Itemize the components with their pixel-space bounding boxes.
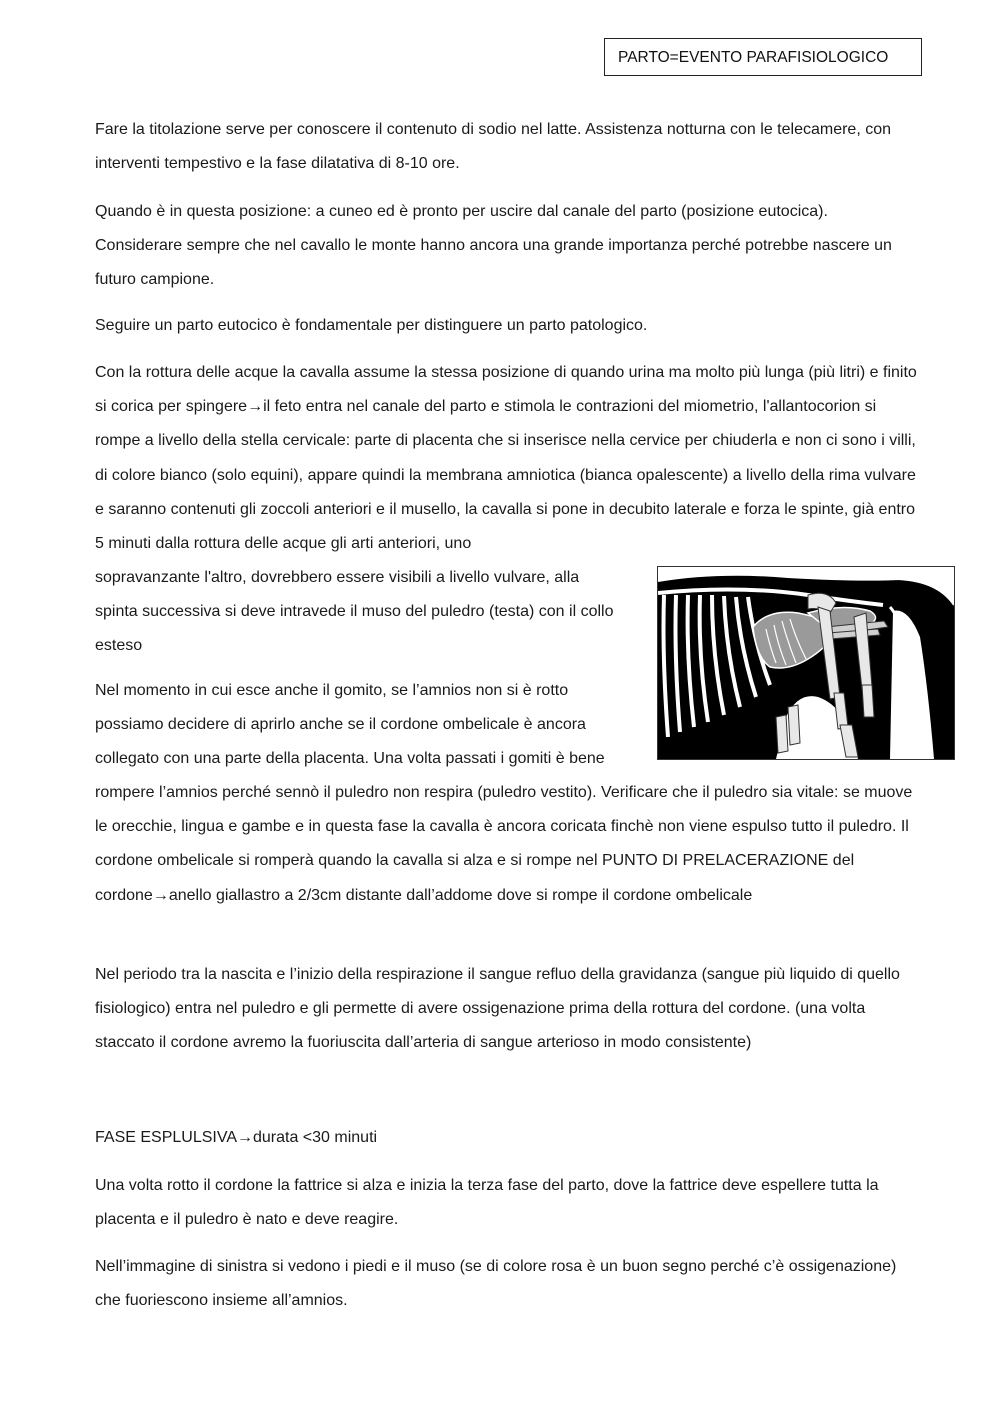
horse-skeleton-illustration — [657, 566, 955, 760]
paragraph-sangue-refluo: Nel periodo tra la nascita e l’inizio della respirazione il sangue refluo della gravidanza (sangue più liquido di quello fisiologico) entra nel puledro e gli permette di avere ossigenazione prima della rottura del cordone. (una volta staccato il cordone avremo la fuoriuscita dall’arteria di sangue arterioso in modo consistente) — [95, 966, 900, 1052]
paragraph-amnios: rompere l’amnios perché sennò il puledro non respira (puledro vestito). Verificare che il puledro sia vitale: se muove le orecchie, lingua e gambe e in questa fase la cavalla è ancora coricata finchè non viene espulso tutto il puledro. Il cordone ombelicale si romperà quando la cavalla si alza e si rompe nel PUNTO DI PRELACERAZIONE del cordone→anello giallastro a 2/3cm distante dall’addome dove si rompe il cordone ombelicale — [95, 784, 913, 904]
page-title-box: PARTO=EVENTO PARAFISIOLOGICO — [604, 38, 922, 76]
section-heading-fase-espulsiva: FASE ESPLULSIVA→durata <30 minuti — [95, 1129, 378, 1146]
paragraph-gomito: Nel momento in cui esce anche il gomito, se l’amnios non si è rotto possiamo decidere di aprirlo anche se il cordone ombelicale è ancora collegato con una parte della placenta. Una volta passati i gomiti è bene — [95, 682, 605, 768]
paragraph-terza-fase: Una volta rotto il cordone la fattrice si alza e inizia la terza fase del parto, dove la fattrice deve espellere tutta la placenta e il puledro è nato e deve reagire. — [95, 1177, 879, 1229]
paragraph-eutocico: Seguire un parto eutocico è fondamentale per distinguere un parto patologico. — [95, 317, 648, 334]
paragraph-posizione: Quando è in questa posizione: a cuneo ed è pronto per uscire dal canale del parto (posizione eutocica). Considerare sempre che nel cavallo le monte hanno ancora una grande importanza perché potrebbe nascere un futuro campione. — [95, 203, 892, 289]
horse-skeleton-icon — [658, 567, 954, 759]
paragraph-immagine-sinistra: Nell’immagine di sinistra si vedono i piedi e il muso (se di colore rosa è un buon segno perché c’è ossigenazione) che fuoriescono insieme all’amnios. — [95, 1258, 897, 1310]
paragraph-rottura-acque: Con la rottura delle acque la cavalla assume la stessa posizione di quando urina ma molto più lunga (più litri) e finito si corica per spingere→il feto entra nel canale del parto e stimola le contrazioni del miometrio, l'allantocorion si rompe a livello della stella cervicale: parte di placenta che si inserisce nella cervice per chiuderla e non ci sono i villi, di colore bianco (solo equini), appare quindi la membrana amniotica (bianca opalescente) a livello della rima vulvare e saranno contenuti gli zoccoli anteriori e il musello, la cavalla si pone in decubito laterale e forza le spinte, già entro 5 minuti dalla rottura delle acque gli arti anteriori, uno — [95, 364, 917, 553]
paragraph-titolazione: Fare la titolazione serve per conoscere il contenuto di sodio nel latte. Assistenza notturna con le telecamere, con interventi tempestivo e la fase dilatativa di 8-10 ore. — [95, 121, 892, 173]
paragraph-rottura-acque-continued: sopravanzante l'altro, dovrebbero essere visibili a livello vulvare, alla spinta successiva si deve intravede il muso del puledro (testa) con il collo esteso — [95, 569, 614, 655]
